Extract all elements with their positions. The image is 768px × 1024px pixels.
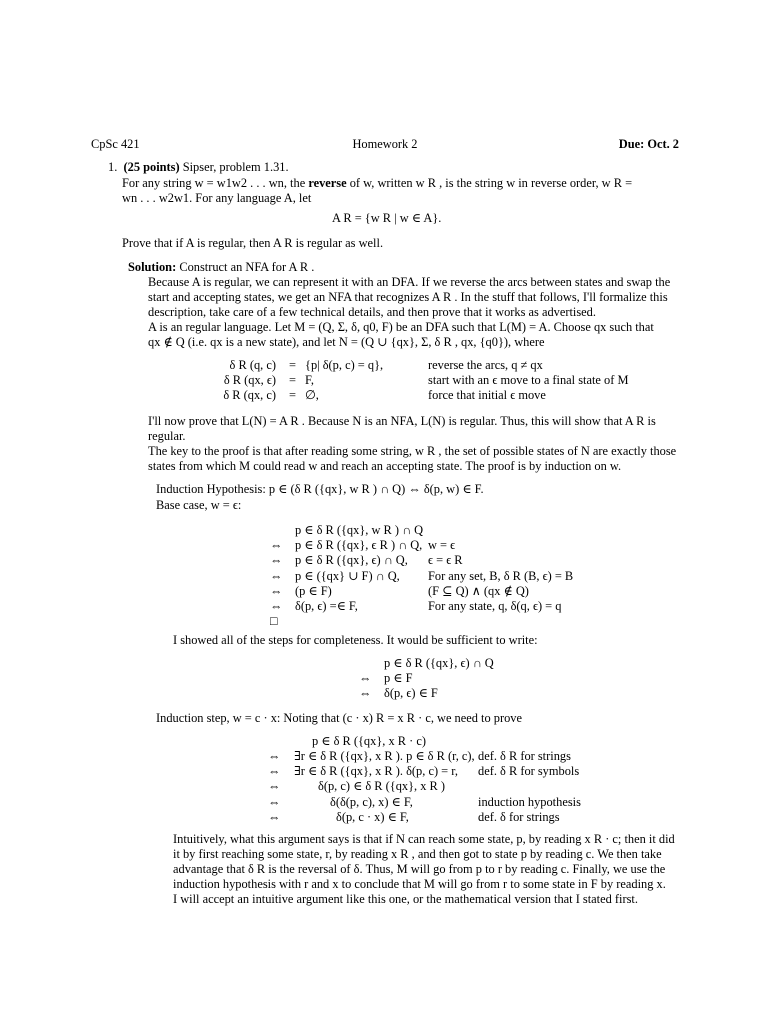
derivation-symbol: ⇔ [270,553,283,567]
definition-relation: = [289,373,296,387]
paragraph-line: start and accepting states, we get an NFA that recognizes A R . In the stuff that follows, I'll formalize this [148,290,668,304]
derivation-symbol: ⇔ [268,810,281,824]
paragraph-line: The key to the proof is that after reading some string, w R , the set of possible states of N are exactly those [148,444,677,458]
definition-note: start with an ϵ move to a final state of M [428,373,629,387]
paragraph-line: advantage that δ R is the reversal of δ. Thus, M will go from p to r by reading c. Finally, we use the [173,862,666,876]
paragraph-line: states from which M could read w and reach an accepting state. The proof is by induction on w. [148,459,622,473]
reverse-language-definition: A R = {w R | w ∈ A}. [332,211,442,225]
problem-source: Sipser, problem 1.31. [182,160,289,174]
derivation-justification: def. δ R for strings [478,749,571,763]
derivation-expression: ∃r ∈ δ R ({qx}, x R ). δ(p, c) = r, [294,764,458,778]
term-reverse: reverse [308,176,347,190]
problem-statement-line: wn . . . w2w1. For any language A, let [122,191,312,205]
document-title: Homework 2 [352,137,418,151]
definition-rhs: ∅, [305,388,319,402]
derivation-expression: δ(p, c) ∈ δ R ({qx}, x R ) [318,779,446,793]
problem-points: (25 points) [123,160,180,174]
derivation-symbol: ⇔ [359,671,372,685]
derivation-expression: δ(p, ϵ) =∈ F, [295,599,358,613]
definition-note: reverse the arcs, q ≠ qx [428,358,543,372]
derivation-expression: p ∈ δ R ({qx}, ϵ) ∩ Q [384,656,494,670]
problem-number: 1. [108,160,118,174]
derivation-expression: p ∈ δ R ({qx}, ϵ) ∩ Q, [295,553,408,567]
derivation-expression: (p ∈ F) [295,584,332,598]
derivation-expression: δ(p, ϵ) ∈ F [384,686,438,700]
derivation-symbol: ⇔ [268,795,281,809]
derivation-symbol: ⇔ [359,686,372,700]
definition-lhs: δ R (qx, ϵ) [223,373,276,387]
paragraph-line: induction hypothesis with r and x to conclude that M will go from r to some state in F by reading x. [173,877,666,891]
course-code: CpSc 421 [91,137,140,151]
derivation-symbol: ⇔ [268,779,281,793]
paragraph-line: regular. [148,429,186,443]
derivation-expression: p ∈ F [384,671,413,685]
definition-rhs: F, [305,373,314,387]
definition-relation: = [289,388,296,402]
derivation-expression: p ∈ δ R ({qx}, ϵ R ) ∩ Q, [295,538,423,552]
derivation-symbol: ⇔ [270,538,283,552]
derivation-expression: p ∈ δ R ({qx}, w R ) ∩ Q [295,523,424,537]
derivation-symbol: ⇔ [270,569,283,583]
derivation-justification: For any set, B, δ R (B, ϵ) = B [428,569,574,583]
definition-rhs: {p| δ(p, c) = q}, [305,358,384,372]
paragraph-line: Intuitively, what this argument says is that if N can reach some state, p, by reading x R · c; then it did [173,832,675,846]
derivation-symbol: ⇔ [270,599,283,613]
paragraph-line: it by first reaching some state, r, by reading x R , and then got to state p by reading c. We then take [173,847,662,861]
definition-relation: = [289,358,296,372]
paragraph-line: A is an regular language. Let M = (Q, Σ, δ, q0, F) be an DFA such that L(M) = A. Choose qx such that [148,320,654,334]
problem-task: Prove that if A is regular, then A R is regular as well. [122,236,384,250]
solution-label: Solution: [128,260,177,274]
problem-heading [108,160,289,175]
base-case-heading: Base case, w = ϵ: [156,498,242,512]
qed-icon: □ [270,614,278,628]
paragraph-line: I'll now prove that L(N) = A R . Because N is an NFA, L(N) is regular. Thus, this will show that A R is [148,414,656,428]
derivation-symbol: ⇔ [268,749,281,763]
paragraph-line: qx ∉ Q (i.e. qx is a new state), and let N = (Q ∪ {qx}, Σ, δ R , qx, {q0}), where [148,335,545,349]
definition-note: force that initial ϵ move [428,388,546,402]
paragraph-line: I will accept an intuitive argument like this one, or the mathematical version that I stated first. [173,892,638,906]
derivation-expression: δ(p, c · x) ∈ F, [336,810,409,824]
paragraph-line: I showed all of the steps for completeness. It would be sufficient to write: [173,633,538,647]
derivation-justification: ϵ = ϵ R [428,553,463,567]
derivation-justification: (F ⊆ Q) ∧ (qx ∉ Q) [428,584,529,598]
derivation-expression: δ(δ(p, c), x) ∈ F, [330,795,413,809]
due-date: Due: Oct. 2 [618,137,679,151]
derivation-justification: w = ϵ [428,538,456,552]
definition-lhs: δ R (qx, c) [223,388,276,402]
derivation-expression: ∃r ∈ δ R ({qx}, x R ). p ∈ δ R (r, c), [294,749,475,763]
solution-heading: Solution: Construct an NFA for A R . [128,260,315,274]
derivation-justification: induction hypothesis [478,795,581,809]
induction-hypothesis: Induction Hypothesis: p ∈ (δ R ({qx}, w R ) ∩ Q) ⇔ δ(p, w) ∈ F. [156,482,484,496]
derivation-justification: def. δ R for symbols [478,764,580,778]
derivation-justification: def. δ for strings [478,810,560,824]
definition-lhs: δ R (q, c) [229,358,276,372]
problem-statement-line: For any string w = w1w2 . . . wn, the reverse of w, written w R , is the string w in reverse order, w R = [122,176,633,190]
paragraph-line: description, take care of a few technical details, and then prove that it works as advertised. [148,305,596,319]
derivation-justification: For any state, q, δ(q, ϵ) = q [428,599,562,613]
derivation-symbol: ⇔ [268,764,281,778]
page-header [91,137,679,153]
induction-step-heading: Induction step, w = c · x: Noting that (c · x) R = x R · c, we need to prove [156,711,522,725]
derivation-symbol: ⇔ [270,584,283,598]
derivation-expression: p ∈ δ R ({qx}, x R · c) [312,734,426,748]
derivation-expression: p ∈ ({qx} ∪ F) ∩ Q, [295,569,400,583]
paragraph-line: Because A is regular, we can represent it with an DFA. If we reverse the arcs between states and swap the [148,275,671,289]
